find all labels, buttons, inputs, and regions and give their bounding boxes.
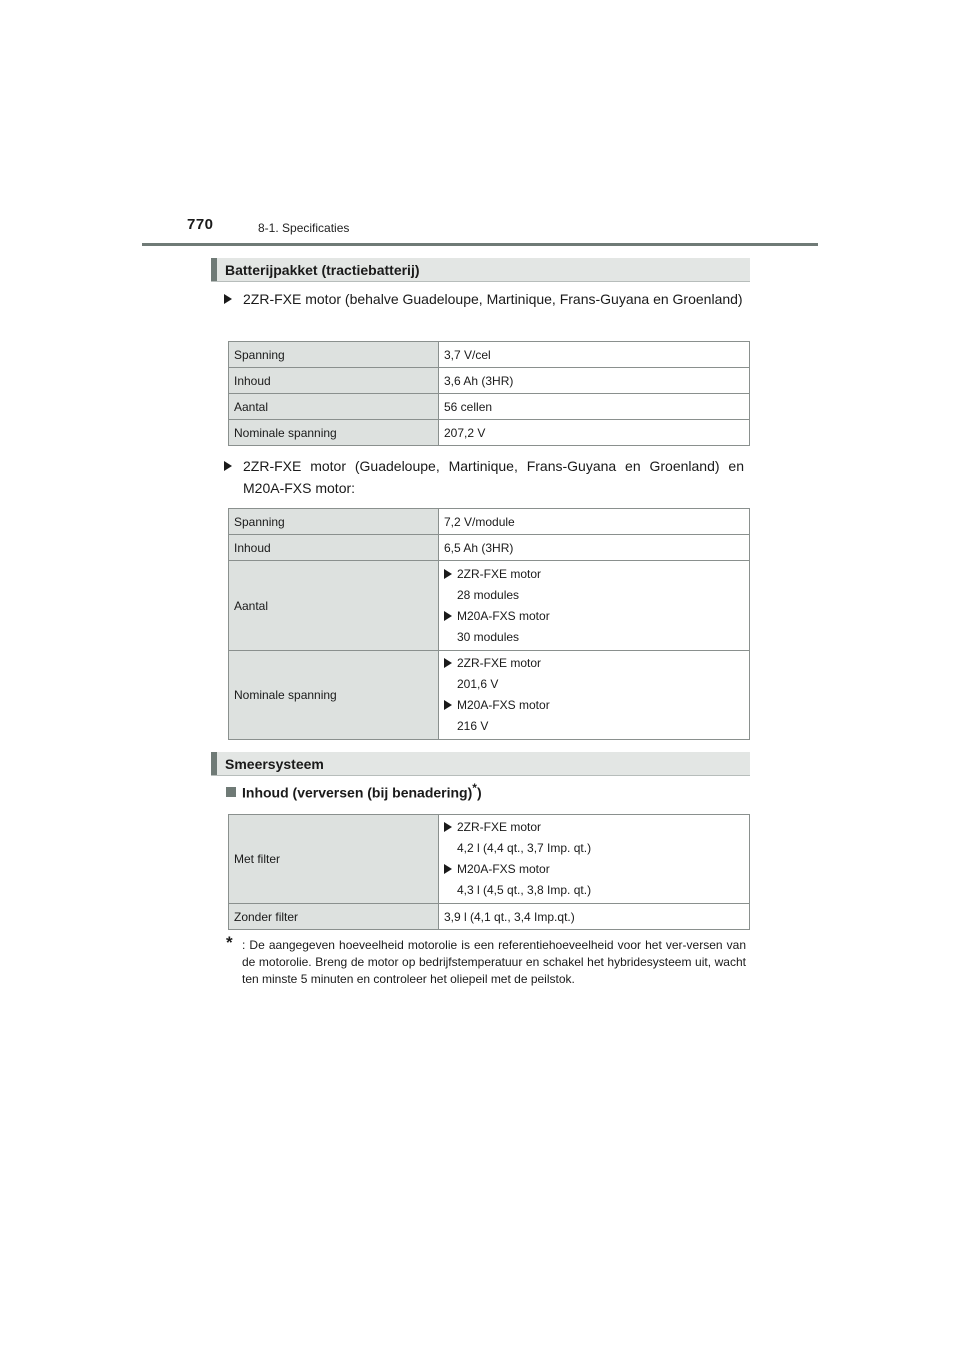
section-accent [211,258,217,281]
variant2-description [222,455,744,499]
section-title: Smeersysteem [225,756,324,772]
engine-name: 2ZR-FXE motor [457,656,542,670]
section-title: Batterijpakket (tractiebatterij) [225,262,420,278]
spec-value [439,815,750,904]
engine-value: 201,6 V [457,677,499,691]
spec-label: Nominale spanning [229,420,439,446]
engine-name: 2ZR-FXE motor [457,820,542,834]
section-accent [211,752,217,775]
engine-name: 2ZR-FXE motor [457,566,542,581]
table-row [229,509,750,535]
table-row [229,815,750,904]
battery-table-variant1 [228,341,750,446]
variant1-description [222,288,744,310]
spec-value: 207,2 V [439,420,750,446]
engine-item [444,564,744,585]
spec-value: 7,2 V/module [439,509,750,535]
variant2-text: 2ZR-FXE motor (Guadeloupe, Martinique, Frans-Guyana en Groenland) en M20A-FXS motor: [243,458,744,496]
engine-value: 30 modules [457,629,520,644]
spec-label: Inhoud [229,368,439,394]
table-row [229,651,750,740]
table-row [229,561,750,651]
triangle-bullet-icon [444,611,452,621]
capacity-heading-close: ) [476,784,482,801]
variant1-text: 2ZR-FXE motor (behalve Guadeloupe, Martinique, Frans-Guyana en Groenland) [243,291,743,307]
footnote-text: : De aangegeven hoeveelheid motorolie is een referentiehoeveelheid voor het ver-versen van de motorolie. Breng de motor op bedrijfstemperatuur en schakel het hybridesysteem uit, wacht ten minste 5 minuten en controleer het oliepeil met de peilstok. [242,938,746,986]
section-lubrication-heading [211,752,750,776]
engine-name: M20A-FXS motor [457,862,550,876]
spec-value: 56 cellen [439,394,750,420]
engine-item [444,653,744,674]
spec-value [439,561,750,651]
engine-value: 28 modules [457,587,520,602]
spec-value: 6,5 Ah (3HR) [439,535,750,561]
engine-value: 4,3 l (4,5 qt., 3,8 Imp. qt.) [457,883,592,897]
triangle-bullet-icon [444,658,452,668]
spec-label: Aantal [229,394,439,420]
oil-capacity-table [228,814,750,930]
engine-name: M20A-FXS motor [457,698,550,712]
table-row [229,535,750,561]
section-battery-heading [211,258,750,282]
spec-value: 3,9 l (4,1 qt., 3,4 Imp.qt.) [439,904,750,930]
capacity-heading-text: Inhoud (verversen (bij benadering) [242,784,473,801]
triangle-bullet-icon [444,700,452,710]
battery-table-variant2 [228,508,750,740]
triangle-bullet-icon [444,569,452,579]
table-row [229,420,750,446]
spec-value [439,651,750,740]
triangle-bullet-icon [224,294,232,304]
engine-value: 216 V [457,719,489,733]
triangle-bullet-icon [444,822,452,832]
spec-label: Nominale spanning [229,651,439,740]
triangle-bullet-icon [444,864,452,874]
triangle-bullet-icon [224,461,232,471]
engine-item [444,606,744,627]
spec-label: Spanning [229,509,439,535]
square-bullet-icon [226,787,236,797]
table-row [229,342,750,368]
spec-label: Inhoud [229,535,439,561]
spec-label: Met filter [229,815,439,904]
engine-value: 4,2 l (4,4 qt., 3,7 Imp. qt.) [457,841,592,855]
spec-value: 3,7 V/cel [439,342,750,368]
footnote [226,933,746,988]
footnote-star: * [226,933,233,952]
engine-name: M20A-FXS motor [457,608,550,623]
table-row [229,904,750,930]
spec-label: Zonder filter [229,904,439,930]
capacity-heading [226,781,482,801]
footnote-marker: * [472,781,477,795]
header-divider [142,243,818,246]
spec-label: Spanning [229,342,439,368]
engine-item [444,817,744,838]
spec-value: 3,6 Ah (3HR) [439,368,750,394]
engine-item [444,859,744,880]
spec-label: Aantal [229,561,439,651]
section-breadcrumb: 8-1. Specificaties [258,221,350,235]
engine-item [444,695,744,716]
page-number: 770 [187,216,214,233]
table-row [229,368,750,394]
table-row [229,394,750,420]
